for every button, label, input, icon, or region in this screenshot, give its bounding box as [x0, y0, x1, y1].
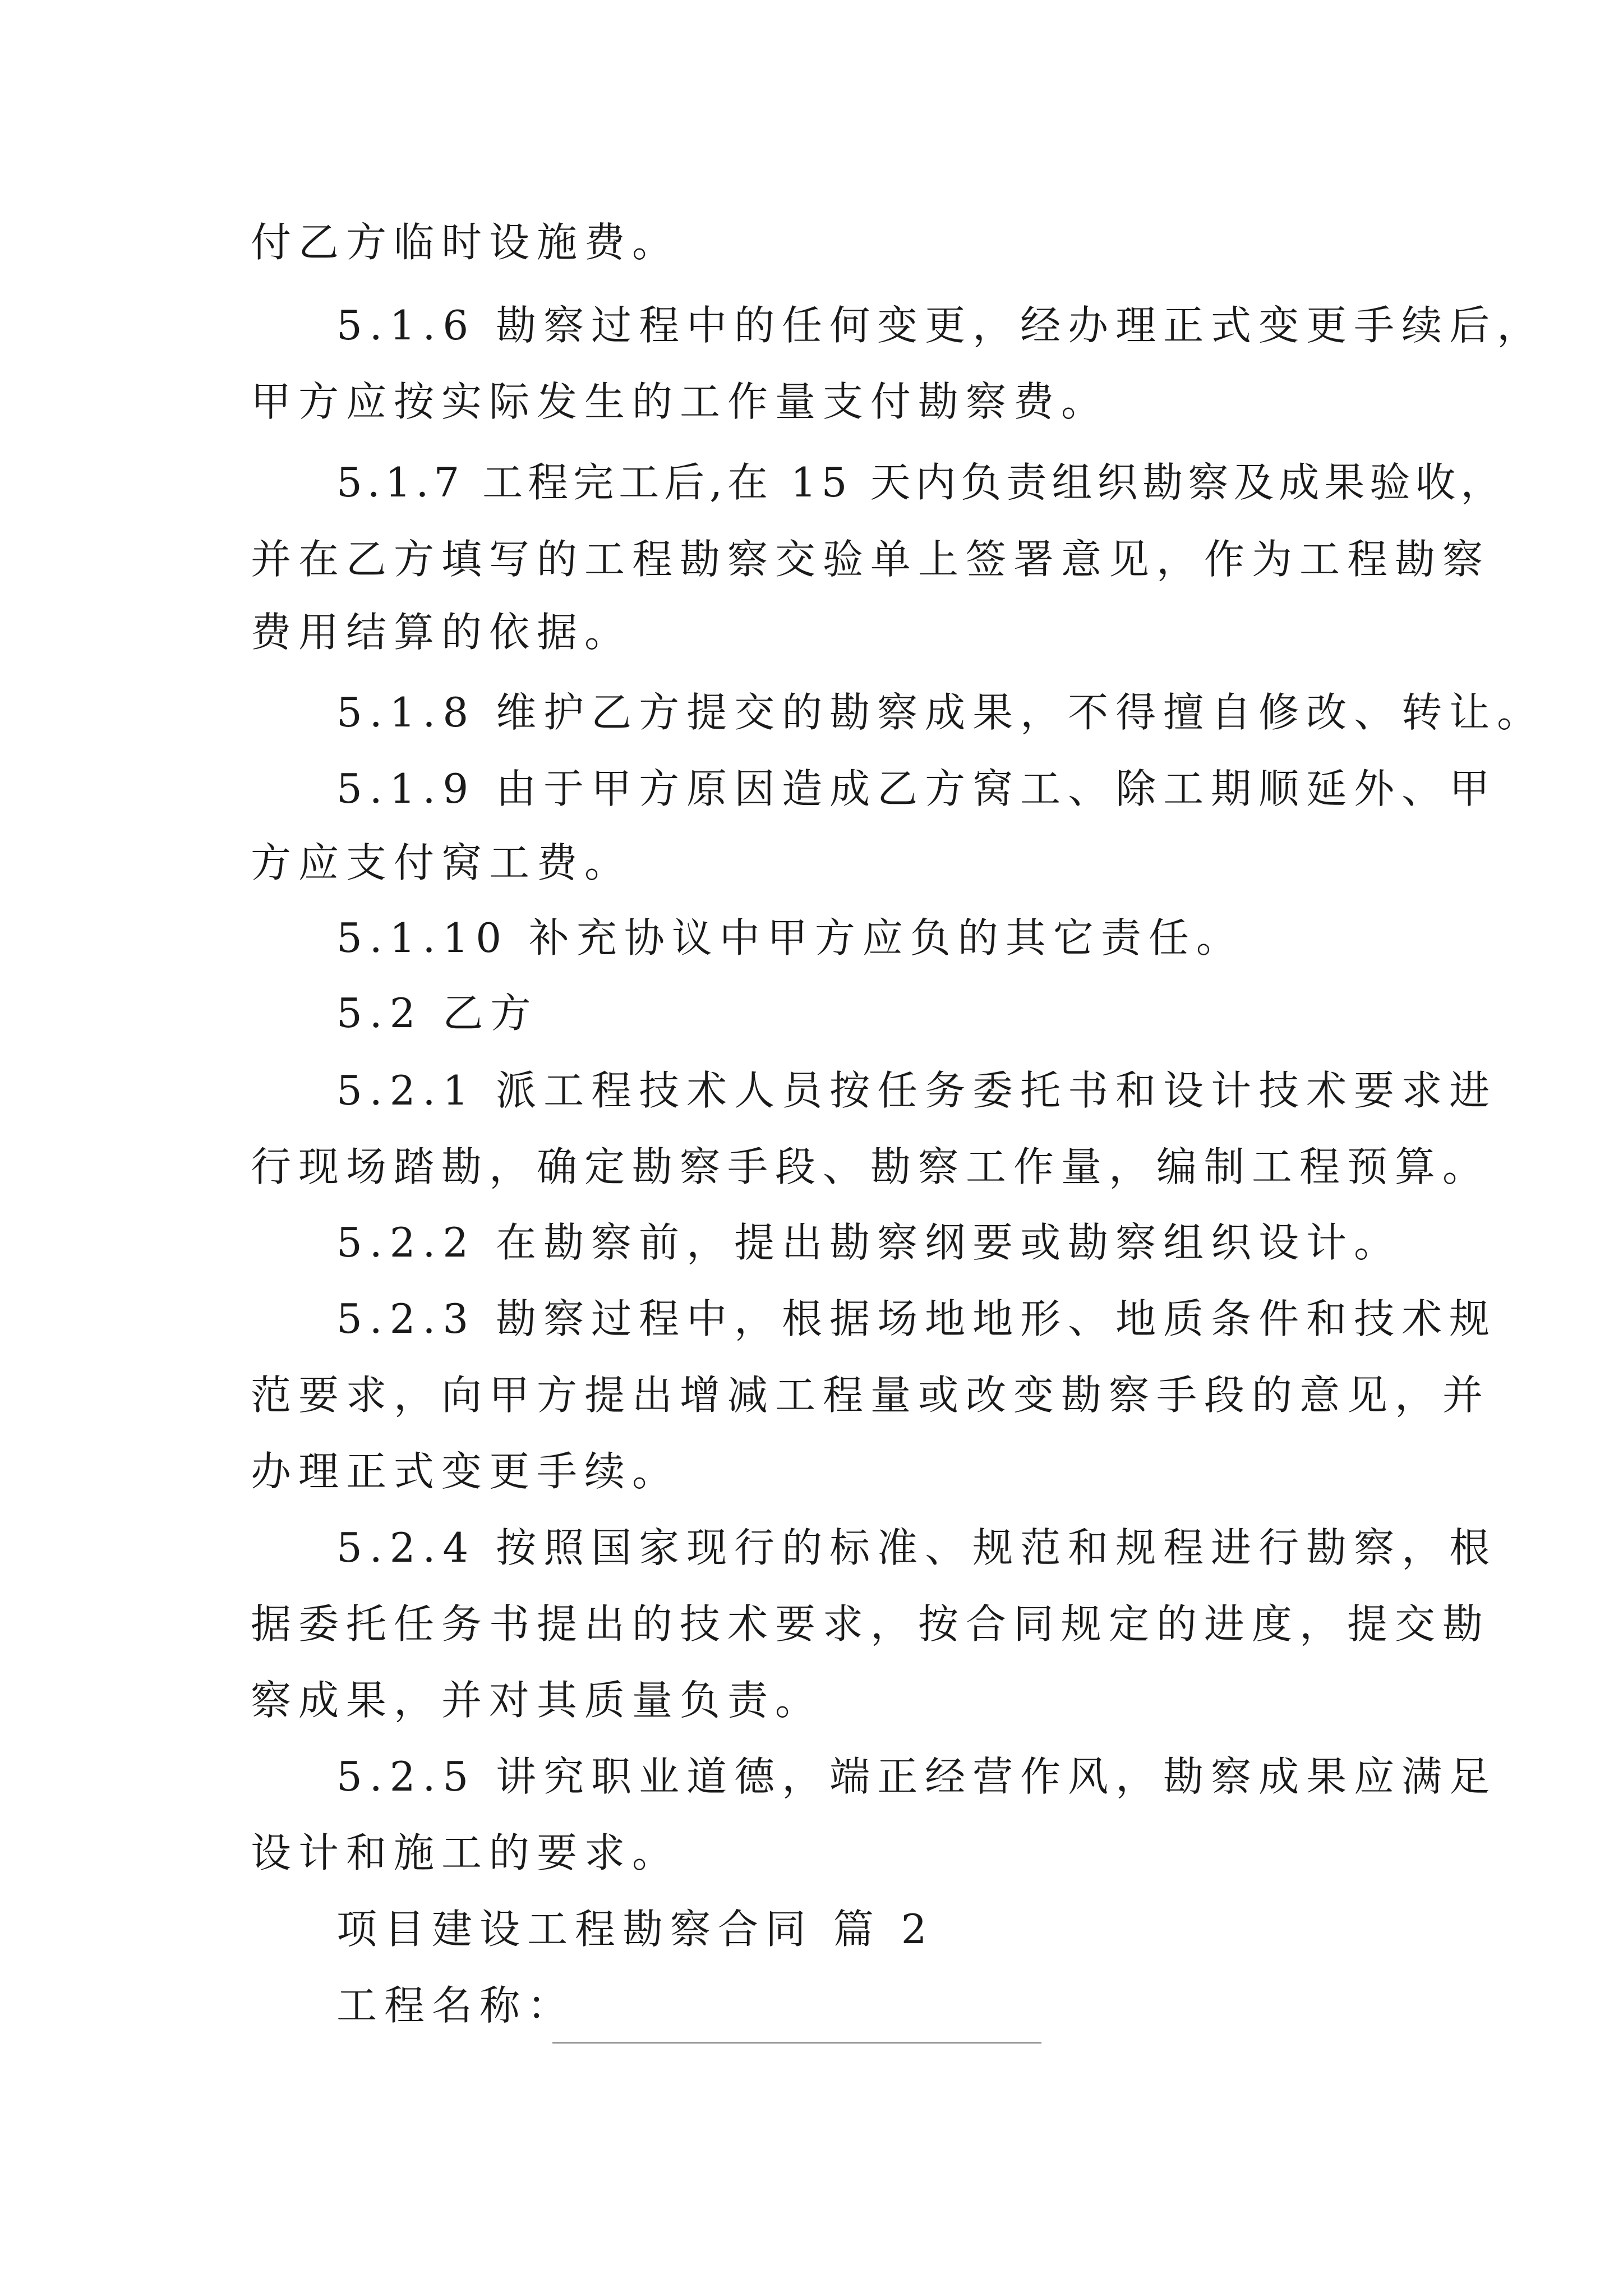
contract-section-title: 项目建设工程勘察合同 篇 2 — [336, 1906, 934, 1953]
body-line: 据委托任务书提出的技术要求，按合同规定的进度，提交勘 — [251, 1600, 1491, 1648]
clause-5-1-9: 5.1.9 由于甲方原因造成乙方窝工、除工期顺延外、甲 — [336, 765, 1497, 812]
body-line: 并在乙方填写的工程勘察交验单上签署意见，作为工程勘察 — [251, 536, 1491, 583]
project-name-label: 工程名称： — [336, 1982, 575, 2029]
project-name-blank — [552, 2042, 1041, 2044]
body-line: 行现场踏勘，确定勘察手段、勘察工作量，编制工程预算。 — [251, 1143, 1491, 1190]
body-line: 设计和施工的要求。 — [251, 1829, 680, 1876]
body-line: 办理正式变更手续。 — [251, 1448, 680, 1495]
body-line: 察成果，并对其质量负责。 — [251, 1677, 823, 1724]
body-line: 付乙方临时设施费。 — [251, 219, 680, 266]
clause-5-2-4: 5.2.4 按照国家现行的标准、规范和规程进行勘察，根 — [336, 1524, 1497, 1571]
clause-5-2-5: 5.2.5 讲究职业道德，端正经营作风，勘察成果应满足 — [336, 1753, 1497, 1800]
body-line: 范要求，向甲方提出增减工程量或改变勘察手段的意见，并 — [251, 1372, 1491, 1419]
clause-5-1-7: 5.1.7 工程完工后,在 15 天内负责组织勘察及成果验收， — [336, 459, 1506, 506]
clause-5-2-1: 5.2.1 派工程技术人员按任务委托书和设计技术要求进 — [336, 1067, 1497, 1114]
section-5-2-heading: 5.2 乙方 — [336, 990, 538, 1037]
clause-5-1-8: 5.1.8 维护乙方提交的勘察成果，不得擅自修改、转让。 — [336, 689, 1545, 736]
clause-5-2-2: 5.2.2 在勘察前，提出勘察纲要或勘察组织设计。 — [336, 1219, 1402, 1266]
clause-5-1-6: 5.1.6 勘察过程中的任何变更，经办理正式变更手续后， — [336, 302, 1545, 349]
body-line: 方应支付窝工费。 — [251, 839, 633, 886]
body-line: 甲方应按实际发生的工作量支付勘察费。 — [251, 378, 1109, 425]
clause-5-2-3: 5.2.3 勘察过程中，根据场地地形、地质条件和技术规 — [336, 1295, 1497, 1342]
clause-5-1-10: 5.1.10 补充协议中甲方应负的其它责任。 — [336, 914, 1244, 961]
body-line: 费用结算的依据。 — [251, 609, 633, 656]
